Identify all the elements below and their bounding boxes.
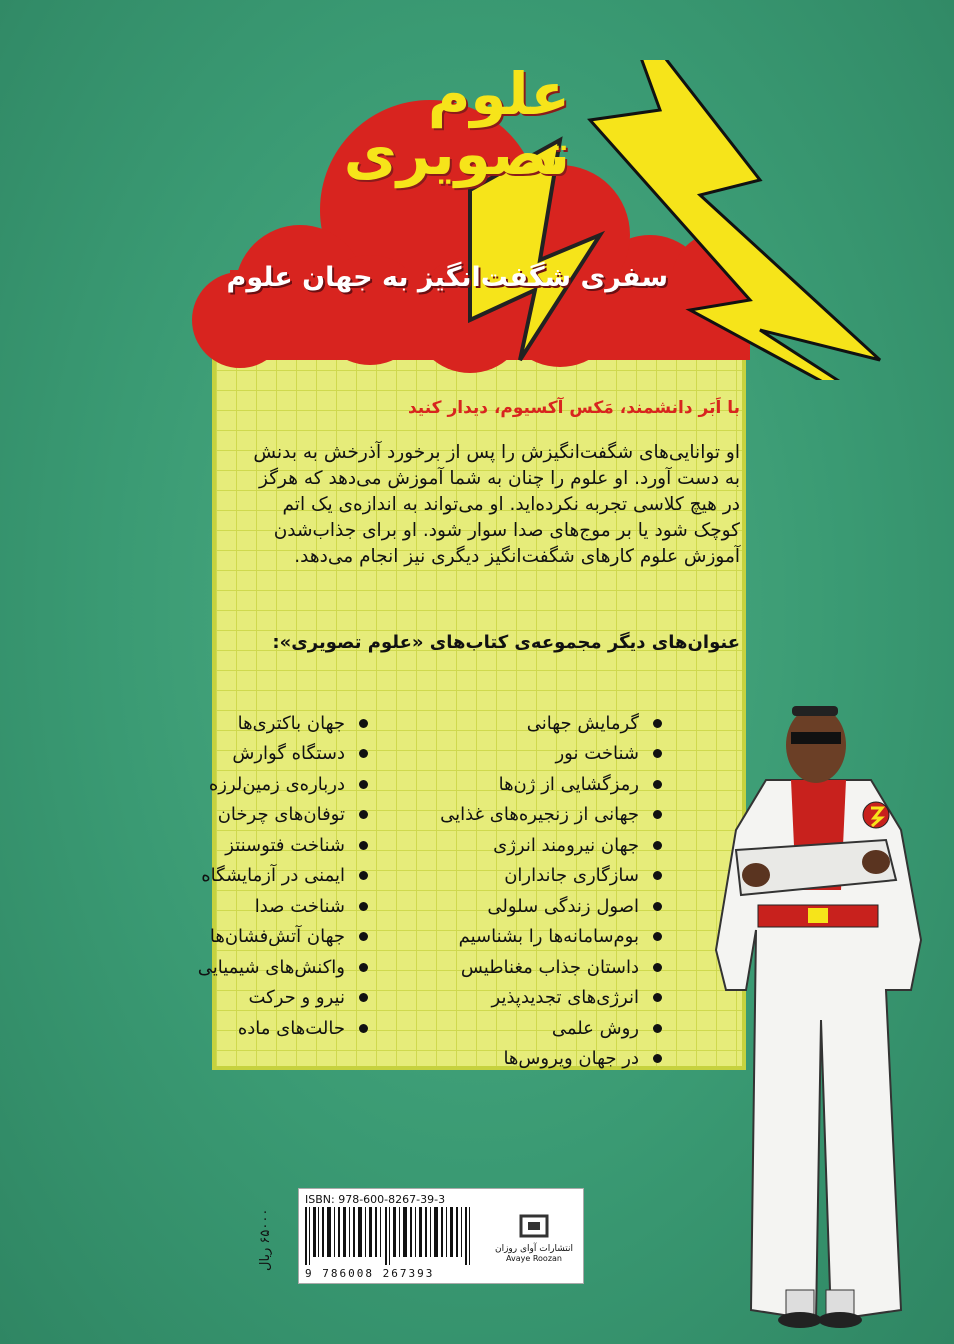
bullet-icon — [359, 780, 368, 789]
list-item: درباره‌ی زمین‌لرزه — [168, 769, 368, 800]
description-line: کوچک شود یا بر موج‌های صدا سوار شود. او برای جذاب‌شدن — [273, 520, 740, 541]
bullet-icon — [653, 1054, 662, 1063]
series-list-right — [440, 708, 662, 1074]
bullet-icon — [359, 810, 368, 819]
bullet-icon — [653, 810, 662, 819]
series-list-left — [168, 708, 368, 1044]
series-list-heading: عنوان‌های دیگر مجموعه‌ی کتاب‌های «علوم تصویری»: — [272, 632, 740, 653]
isbn-text: ISBN: 978-600-8267-39-3 — [305, 1193, 446, 1206]
bullet-icon — [359, 1024, 368, 1033]
barcode-icon — [305, 1207, 485, 1265]
list-item: در جهان ویروس‌ها — [462, 1044, 662, 1075]
list-item: روش علمی — [462, 1013, 662, 1044]
bullet-icon — [359, 719, 368, 728]
publisher-logo — [489, 1197, 579, 1277]
bullet-icon — [653, 902, 662, 911]
description — [212, 440, 740, 570]
list-item: واکنش‌های شیمیایی — [168, 952, 368, 983]
list-item: شناخت فتوسنتز — [168, 830, 368, 861]
list-item: دستگاه گوارش — [168, 739, 368, 770]
list-item: ایمنی در آزمایشگاه — [168, 861, 368, 892]
bullet-icon — [653, 841, 662, 850]
bullet-icon — [653, 871, 662, 880]
list-item: رمزگشایی از ژن‌ها — [462, 769, 662, 800]
bullet-icon — [653, 780, 662, 789]
bullet-icon — [359, 871, 368, 880]
bullet-icon — [359, 841, 368, 850]
list-item: توفان‌های چرخان — [168, 800, 368, 831]
list-item: حالت‌های ماده — [168, 1013, 368, 1044]
list-item: بوم‌سامانه‌ها را بشناسیم — [462, 922, 662, 953]
list-item: جهان آتش‌فشان‌ها — [168, 922, 368, 953]
publisher-logo-icon — [519, 1212, 549, 1240]
bullet-icon — [359, 963, 368, 972]
list-item: شناخت نور — [462, 739, 662, 770]
bullet-icon — [653, 963, 662, 972]
list-item: داستان جذاب مغناطیس — [462, 952, 662, 983]
bullet-icon — [653, 932, 662, 941]
bullet-icon — [653, 749, 662, 758]
bullet-icon — [653, 993, 662, 1002]
list-item: جهان باکتری‌ها — [168, 708, 368, 739]
barcode-area — [298, 1188, 584, 1284]
list-item: گرمایش جهانی — [462, 708, 662, 739]
list-item: اصول زندگی سلولی — [462, 891, 662, 922]
bullet-icon — [359, 902, 368, 911]
list-item: جهان نیرومند انرژی — [462, 830, 662, 861]
barcode-number: 9 786008 267393 — [305, 1267, 435, 1280]
bullet-icon — [359, 993, 368, 1002]
series-title-line2: تصویری — [343, 120, 570, 188]
list-item: سازگاری جانداران — [462, 861, 662, 892]
intro-text: با اَبَر دانشمند، مَکس آکسیوم، دیدار کنید — [407, 398, 740, 418]
list-item: جهانی از زنجیره‌های غذایی — [462, 800, 662, 831]
bullet-icon — [653, 719, 662, 728]
description-line: به دست آورد. او علوم را چنان به شما آموزش می‌دهد که هرگز — [259, 468, 740, 489]
bullet-icon — [359, 932, 368, 941]
bullet-icon — [653, 1024, 662, 1033]
description-line: او توانایی‌های شگفت‌انگیزش را پس از برخورد آذرخش به بدنش — [253, 442, 740, 463]
list-item: انرژی‌های تجدیدپذیر — [462, 983, 662, 1014]
subtitle: سفری شگفت‌انگیز به جهان علوم — [226, 262, 668, 293]
scientist-character-illustration — [696, 690, 936, 1330]
list-item: شناخت صدا — [168, 891, 368, 922]
bullet-icon — [359, 749, 368, 758]
publisher-name-en: Avaye Roozan — [506, 1253, 562, 1263]
price-label: ۶۵۰۰۰ ریال — [258, 1208, 273, 1272]
list-item: نیرو و حرکت — [168, 983, 368, 1014]
series-title-line1: علوم — [427, 60, 570, 128]
description-line: آموزش علوم کارهای شگفت‌انگیز دیگری نیز انجام می‌دهد. — [294, 546, 740, 567]
publisher-name-fa: انتشارات آوای روزان — [494, 1243, 574, 1254]
description-line: در هیچ کلاسی تجربه نکرده‌اید. او می‌تواند به اندازه‌ی یک اتم — [282, 494, 740, 515]
